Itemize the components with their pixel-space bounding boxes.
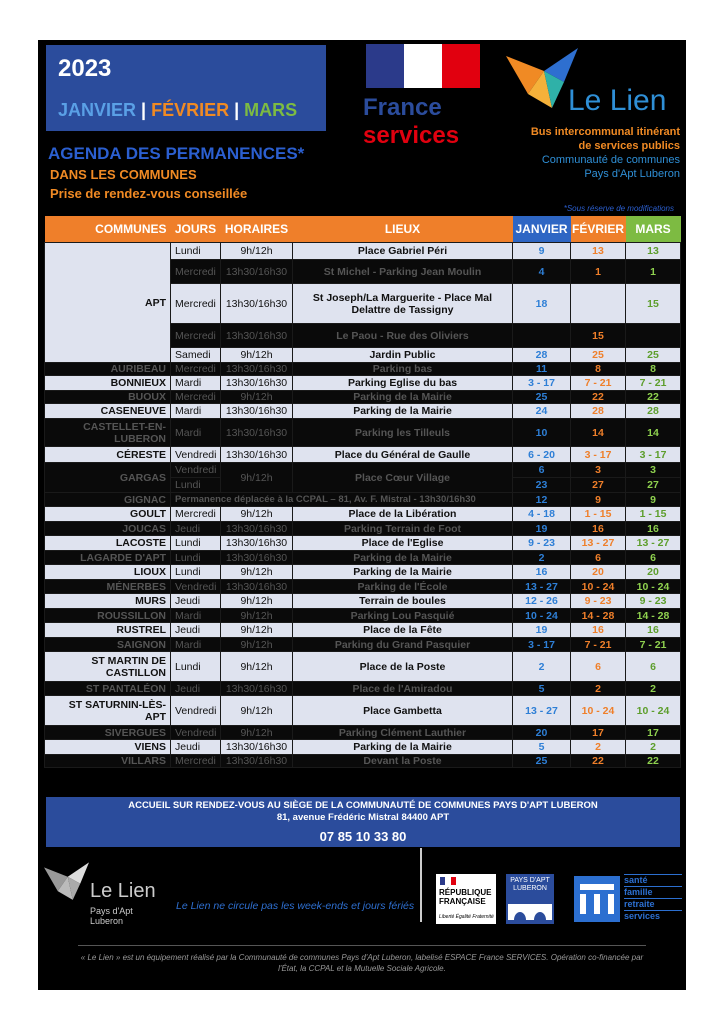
fevrier-cell: 16 <box>571 623 626 638</box>
fevrier-cell: 22 <box>571 755 626 768</box>
horaire-cell: 13h30/16h30 <box>221 682 293 696</box>
marianne-flag-icon <box>440 877 456 885</box>
mars-cell: 28 <box>626 404 681 419</box>
month-fev: FÉVRIER <box>151 100 230 120</box>
table-row <box>45 740 681 755</box>
commune-cell: MÉNERBES <box>45 580 171 594</box>
horaire-cell: 13h30/16h30 <box>221 755 293 768</box>
horaire-cell: 9h/12h <box>221 391 293 404</box>
commune-cell: CASTELLET-EN-LUBERON <box>45 419 171 447</box>
msa-tagline <box>624 874 682 922</box>
lieu-cell: Place du Général de Gaulle <box>293 447 513 463</box>
table-row <box>45 565 681 580</box>
jour-cell: Lundi <box>171 551 221 565</box>
horaire-cell: 13h30/16h30 <box>221 447 293 463</box>
table-row <box>45 652 681 682</box>
commune-cell: APT <box>45 243 171 363</box>
janvier-cell: 10 <box>513 419 571 447</box>
horaire-cell: 9h/12h <box>221 609 293 623</box>
mars-cell: 6 <box>626 551 681 565</box>
lieu-cell: Parking de la Mairie <box>293 404 513 419</box>
republique-francaise-logo <box>436 874 496 924</box>
months-sep-1: | <box>136 100 152 120</box>
mars-cell: 15 <box>626 284 681 324</box>
subtitle-rdv: Prise de rendez-vous conseillée <box>50 186 248 201</box>
mars-cell: 8 <box>626 363 681 376</box>
fevrier-cell: 7 - 21 <box>571 376 626 391</box>
month-mar: MARS <box>244 100 298 120</box>
horaire-cell: 9h/12h <box>221 623 293 638</box>
lieu-cell: St Michel - Parking Jean Moulin <box>293 260 513 284</box>
jour-cell: Vendredi <box>171 463 221 478</box>
table-row <box>45 755 681 768</box>
table-row <box>45 493 681 507</box>
janvier-cell: 3 - 17 <box>513 638 571 652</box>
jour-cell: Mercredi <box>171 755 221 768</box>
table-row <box>45 682 681 696</box>
commune-cell: VILLARS <box>45 755 171 768</box>
jour-cell: Jeudi <box>171 740 221 755</box>
commune-cell: GIGNAC <box>45 493 171 507</box>
fevrier-cell: 1 <box>571 260 626 284</box>
jour-cell: Vendredi <box>171 726 221 740</box>
fevrier-cell: 14 - 28 <box>571 609 626 623</box>
le-lien-line-2: de services publics <box>578 140 680 152</box>
footer-le-lien-sub: Pays d'Apt Luberon <box>90 906 133 926</box>
msa-line-1: santé <box>624 874 682 886</box>
jour-cell: Jeudi <box>171 522 221 536</box>
fevrier-cell: 13 - 27 <box>571 536 626 551</box>
msa-line-4: services <box>624 910 682 922</box>
gignac-note: Permanence déplacée à la CCPAL – 81, Av. F. Mistral - 13h30/16h30 <box>171 493 513 507</box>
commune-cell: GOULT <box>45 507 171 522</box>
tricolor-flag-icon <box>366 44 480 88</box>
janvier-cell: 12 <box>513 493 571 507</box>
janvier-cell: 10 - 24 <box>513 609 571 623</box>
header-fevrier: FÉVRIER <box>571 216 626 243</box>
header-horaires: HORAIRES <box>221 216 293 243</box>
janvier-cell: 18 <box>513 284 571 324</box>
month-jan: JANVIER <box>58 100 137 120</box>
jour-cell: Lundi <box>171 652 221 682</box>
mars-cell: 22 <box>626 755 681 768</box>
fevrier-cell: 14 <box>571 419 626 447</box>
janvier-cell: 20 <box>513 726 571 740</box>
reserve-note: *Sous réserve de modifications <box>563 204 674 213</box>
mars-cell: 25 <box>626 348 681 363</box>
commune-cell: ST MARTIN DE CASTILLON <box>45 652 171 682</box>
mars-cell: 7 - 21 <box>626 638 681 652</box>
footer-rule <box>78 945 646 946</box>
table-row <box>45 447 681 463</box>
table-row <box>45 623 681 638</box>
jour-cell: Mercredi <box>171 324 221 348</box>
mars-cell: 1 <box>626 260 681 284</box>
accueil-line-1: ACCUEIL SUR RENDEZ-VOUS AU SIÈGE DE LA COMMUNAUTÉ DE COMMUNES PAYS D'APT LUBERON <box>128 800 598 811</box>
lieu-cell: Place de la Fête <box>293 623 513 638</box>
fevrier-cell: 2 <box>571 740 626 755</box>
janvier-cell <box>513 324 571 348</box>
horaire-cell: 13h30/16h30 <box>221 551 293 565</box>
commune-cell: CASENEUVE <box>45 404 171 419</box>
jour-cell: Vendredi <box>171 447 221 463</box>
table-row <box>45 696 681 726</box>
janvier-cell: 4 - 18 <box>513 507 571 522</box>
mars-cell: 1 - 15 <box>626 507 681 522</box>
jour-cell: Vendredi <box>171 696 221 726</box>
header-box <box>46 45 326 131</box>
lieu-cell: Parking de la Mairie <box>293 565 513 580</box>
le-lien-line-4: Pays d'Apt Luberon <box>584 168 680 180</box>
rf-motto: Liberté Égalité Fraternité <box>439 914 494 920</box>
year: 2023 <box>58 55 112 82</box>
jour-cell: Lundi <box>171 565 221 580</box>
fevrier-cell: 7 - 21 <box>571 638 626 652</box>
subtitle-communes: DANS LES COMMUNES <box>50 167 197 182</box>
table-row <box>45 391 681 404</box>
fevrier-cell: 6 <box>571 652 626 682</box>
mars-cell <box>626 324 681 348</box>
mars-cell: 6 <box>626 652 681 682</box>
disclaimer: « Le Lien » est un équipement réalisé par la Communauté de communes Pays d'Apt Luberon, labelisé ESPACE France SERVICES. Opération co-financée par l'État, la CCPAL et la Mutuelle Sociale Agricole. <box>80 953 644 973</box>
mars-cell: 10 - 24 <box>626 580 681 594</box>
horaire-cell: 9h/12h <box>221 243 293 260</box>
fevrier-cell: 17 <box>571 726 626 740</box>
jour-cell: Lundi <box>171 478 221 493</box>
fevrier-cell: 20 <box>571 565 626 580</box>
table-row <box>45 463 681 478</box>
janvier-cell: 4 <box>513 260 571 284</box>
jour-cell: Lundi <box>171 243 221 260</box>
jour-cell: Lundi <box>171 536 221 551</box>
commune-cell: LIOUX <box>45 565 171 580</box>
janvier-cell: 6 <box>513 463 571 478</box>
horaire-cell: 9h/12h <box>221 507 293 522</box>
janvier-cell: 2 <box>513 652 571 682</box>
commune-cell: JOUCAS <box>45 522 171 536</box>
months-line <box>58 100 297 121</box>
janvier-cell: 6 - 20 <box>513 447 571 463</box>
jour-cell: Mardi <box>171 609 221 623</box>
horaire-cell: 9h/12h <box>221 696 293 726</box>
commune-cell: GARGAS <box>45 463 171 493</box>
janvier-cell: 23 <box>513 478 571 493</box>
janvier-cell: 13 - 27 <box>513 580 571 594</box>
mars-cell: 17 <box>626 726 681 740</box>
accueil-phone: 07 85 10 33 80 <box>319 829 407 844</box>
lieu-cell: Place Cœur Village <box>293 463 513 493</box>
mars-cell: 7 - 21 <box>626 376 681 391</box>
fevrier-cell: 9 - 23 <box>571 594 626 609</box>
le-lien-name: Le Lien <box>568 84 667 117</box>
commune-cell: RUSTREL <box>45 623 171 638</box>
janvier-cell: 25 <box>513 391 571 404</box>
rf-line-1: RÉPUBLIQUE <box>439 888 492 897</box>
jour-cell: Mercredi <box>171 391 221 404</box>
table-row <box>45 609 681 623</box>
janvier-cell: 28 <box>513 348 571 363</box>
lieu-cell: Parking les Tilleuls <box>293 419 513 447</box>
table-row <box>45 580 681 594</box>
fevrier-cell: 25 <box>571 348 626 363</box>
jour-cell: Mardi <box>171 638 221 652</box>
jour-cell: Jeudi <box>171 682 221 696</box>
commune-cell: SAIGNON <box>45 638 171 652</box>
jour-cell: Mercredi <box>171 260 221 284</box>
lieu-cell: Parking de la Mairie <box>293 391 513 404</box>
horaire-cell: 13h30/16h30 <box>221 363 293 376</box>
schedule-body <box>45 243 681 768</box>
mars-cell: 13 <box>626 243 681 260</box>
fevrier-cell: 10 - 24 <box>571 696 626 726</box>
fevrier-cell: 28 <box>571 404 626 419</box>
commune-cell: MURS <box>45 594 171 609</box>
le-lien-line-1: Bus intercommunal itinérant <box>530 126 680 138</box>
table-row <box>45 594 681 609</box>
lieu-cell: St Joseph/La Marguerite - Place Mal Delattre de Tassigny <box>293 284 513 324</box>
janvier-cell: 5 <box>513 740 571 755</box>
table-row <box>45 404 681 419</box>
agenda-title: AGENDA DES PERMANENCES* <box>48 144 305 163</box>
janvier-cell: 12 - 26 <box>513 594 571 609</box>
horaire-cell: 13h30/16h30 <box>221 536 293 551</box>
table-row <box>45 419 681 447</box>
commune-cell: VIENS <box>45 740 171 755</box>
header-janvier: JANVIER <box>513 216 571 243</box>
circulation-note: Le Lien ne circule pas les week-ends et jours fériés <box>176 900 415 912</box>
table-row <box>45 638 681 652</box>
jour-cell: Vendredi <box>171 580 221 594</box>
commune-cell: SIVERGUES <box>45 726 171 740</box>
fevrier-cell: 8 <box>571 363 626 376</box>
janvier-cell: 25 <box>513 755 571 768</box>
mars-cell: 22 <box>626 391 681 404</box>
fevrier-cell <box>571 284 626 324</box>
janvier-cell: 9 <box>513 243 571 260</box>
accueil-box <box>46 797 680 847</box>
jour-cell: Jeudi <box>171 594 221 609</box>
lieu-cell: Parking du Grand Pasquier <box>293 638 513 652</box>
lieu-cell: Place de la Libération <box>293 507 513 522</box>
jour-cell: Mercredi <box>171 284 221 324</box>
fevrier-cell: 1 - 15 <box>571 507 626 522</box>
fevrier-cell: 2 <box>571 682 626 696</box>
fevrier-cell: 13 <box>571 243 626 260</box>
mars-cell: 3 <box>626 463 681 478</box>
table-row <box>45 363 681 376</box>
table-row <box>45 376 681 391</box>
fevrier-cell: 6 <box>571 551 626 565</box>
bridge-icon <box>506 896 554 922</box>
mars-cell: 9 <box>626 493 681 507</box>
mars-cell: 20 <box>626 565 681 580</box>
jour-cell: Jeudi <box>171 623 221 638</box>
rf-line-2: FRANÇAISE <box>439 897 486 906</box>
commune-cell: BONNIEUX <box>45 376 171 391</box>
fevrier-cell: 9 <box>571 493 626 507</box>
header-communes: COMMUNES <box>45 216 171 243</box>
fevrier-cell: 27 <box>571 478 626 493</box>
horaire-cell: 9h/12h <box>221 638 293 652</box>
horaire-cell: 13h30/16h30 <box>221 740 293 755</box>
horaire-cell: 13h30/16h30 <box>221 376 293 391</box>
mars-cell: 2 <box>626 740 681 755</box>
mars-cell: 9 - 23 <box>626 594 681 609</box>
fevrier-cell: 3 <box>571 463 626 478</box>
janvier-cell: 5 <box>513 682 571 696</box>
header-lieux: LIEUX <box>293 216 513 243</box>
table-row <box>45 243 681 260</box>
horaire-cell: 9h/12h <box>221 348 293 363</box>
commune-cell: ST SATURNIN-LÈS-APT <box>45 696 171 726</box>
horaire-cell: 13h30/16h30 <box>221 522 293 536</box>
commune-cell: CÉRESTE <box>45 447 171 463</box>
horaire-cell: 13h30/16h30 <box>221 419 293 447</box>
commune-cell: ROUSSILLON <box>45 609 171 623</box>
lieu-cell: Place de l'Eglise <box>293 536 513 551</box>
janvier-cell: 3 - 17 <box>513 376 571 391</box>
lieu-cell: Place Gambetta <box>293 696 513 726</box>
fevrier-cell: 3 - 17 <box>571 447 626 463</box>
lieu-cell: Terrain de boules <box>293 594 513 609</box>
lieu-cell: Place de l'Amiradou <box>293 682 513 696</box>
table-row <box>45 507 681 522</box>
lieu-cell: Parking Clément Lauthier <box>293 726 513 740</box>
janvier-cell: 19 <box>513 623 571 638</box>
horaire-cell: 13h30/16h30 <box>221 404 293 419</box>
pal-text: PAYS D'APT LUBERON <box>510 877 550 892</box>
mars-cell: 3 - 17 <box>626 447 681 463</box>
horaire-cell: 9h/12h <box>221 565 293 580</box>
lieu-cell: Le Paou - Rue des Oliviers <box>293 324 513 348</box>
janvier-cell: 24 <box>513 404 571 419</box>
table-row <box>45 536 681 551</box>
footer-divider <box>420 848 422 922</box>
footer-le-lien-name: Le Lien <box>90 880 156 902</box>
months-sep-2: | <box>229 100 245 120</box>
lieu-cell: Parking de la Mairie <box>293 551 513 565</box>
le-lien-line-3: Communauté de communes <box>541 154 680 166</box>
janvier-cell: 2 <box>513 551 571 565</box>
commune-cell: LAGARDE D'APT <box>45 551 171 565</box>
jour-cell: Samedi <box>171 348 221 363</box>
schedule-table <box>44 216 681 768</box>
lieu-cell: Parking de l'École <box>293 580 513 594</box>
lieu-cell: Parking bas <box>293 363 513 376</box>
jour-cell: Mercredi <box>171 507 221 522</box>
janvier-cell: 11 <box>513 363 571 376</box>
table-row <box>45 726 681 740</box>
msa-line-3: retraite <box>624 898 682 910</box>
msa-line-2: famille <box>624 886 682 898</box>
mars-cell: 14 <box>626 419 681 447</box>
mars-cell: 13 - 27 <box>626 536 681 551</box>
table-row <box>45 522 681 536</box>
janvier-cell: 9 - 23 <box>513 536 571 551</box>
janvier-cell: 13 - 27 <box>513 696 571 726</box>
horaire-cell: 13h30/16h30 <box>221 580 293 594</box>
mars-cell: 10 - 24 <box>626 696 681 726</box>
janvier-cell: 19 <box>513 522 571 536</box>
horaire-cell: 9h/12h <box>221 726 293 740</box>
lieu-cell: Jardin Public <box>293 348 513 363</box>
poster <box>38 40 686 990</box>
horaire-cell: 9h/12h <box>221 652 293 682</box>
pays-apt-luberon-logo <box>506 874 554 924</box>
horaire-cell: 13h30/16h30 <box>221 260 293 284</box>
fevrier-cell: 10 - 24 <box>571 580 626 594</box>
janvier-cell: 16 <box>513 565 571 580</box>
mars-cell: 2 <box>626 682 681 696</box>
header-mars: MARS <box>626 216 681 243</box>
france-services-logo <box>360 44 484 152</box>
jour-cell: Mardi <box>171 404 221 419</box>
jour-cell: Mercredi <box>171 363 221 376</box>
fevrier-cell: 15 <box>571 324 626 348</box>
mars-cell: 16 <box>626 522 681 536</box>
commune-cell: LACOSTE <box>45 536 171 551</box>
horaire-cell: 9h/12h <box>221 594 293 609</box>
origami-bird-icon <box>44 858 94 908</box>
lieu-cell: Parking Lou Pasquié <box>293 609 513 623</box>
lieu-cell: Parking de la Mairie <box>293 740 513 755</box>
lieu-cell: Place de la Poste <box>293 652 513 682</box>
fevrier-cell: 16 <box>571 522 626 536</box>
mars-cell: 14 - 28 <box>626 609 681 623</box>
fevrier-cell: 22 <box>571 391 626 404</box>
mars-cell: 27 <box>626 478 681 493</box>
lieu-cell: Devant la Poste <box>293 755 513 768</box>
jour-cell: Mardi <box>171 419 221 447</box>
france-services-word-2: services <box>363 122 460 149</box>
commune-cell: AURIBEAU <box>45 363 171 376</box>
msa-logo-icon <box>574 876 620 922</box>
france-services-word-1: France <box>363 94 442 121</box>
header-jours: JOURS <box>171 216 221 243</box>
table-row <box>45 551 681 565</box>
mars-cell: 16 <box>626 623 681 638</box>
commune-cell: ST PANTALÉON <box>45 682 171 696</box>
footer-le-lien-logo <box>44 858 164 928</box>
lieu-cell: Parking Terrain de Foot <box>293 522 513 536</box>
accueil-line-2: 81, avenue Frédéric Mistral 84400 APT <box>276 812 450 823</box>
lieu-cell: Place Gabriel Péri <box>293 243 513 260</box>
commune-cell: BUOUX <box>45 391 171 404</box>
le-lien-logo <box>506 46 682 196</box>
jour-cell: Mardi <box>171 376 221 391</box>
table-header-row <box>45 216 681 243</box>
horaire-cell: 13h30/16h30 <box>221 324 293 348</box>
lieu-cell: Parking Eglise du bas <box>293 376 513 391</box>
horaire-cell: 9h/12h <box>221 463 293 493</box>
horaire-cell: 13h30/16h30 <box>221 284 293 324</box>
